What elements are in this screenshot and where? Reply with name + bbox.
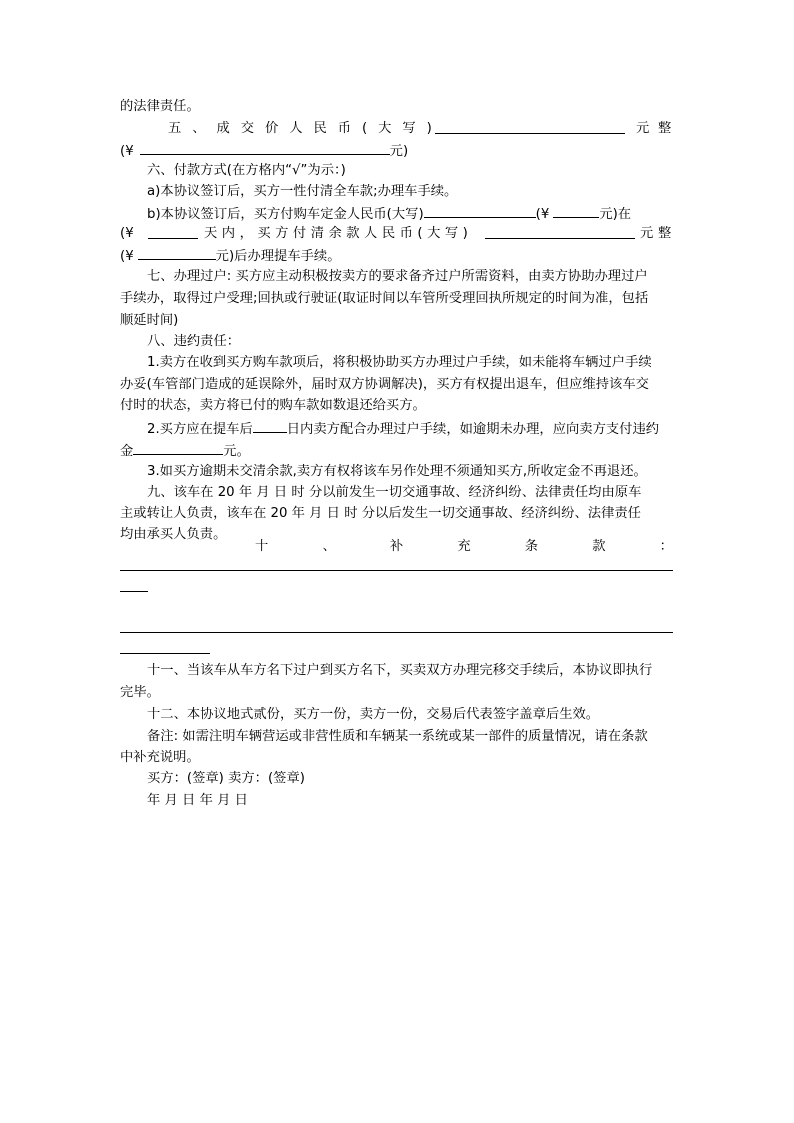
- penalty-label: 金: [120, 444, 134, 459]
- price-number-blank: [140, 141, 390, 155]
- balance-zheng: 整: [658, 226, 672, 241]
- balance-payment-text: [204, 225, 468, 243]
- section-9-line2: 主或转让人负责，该车在 20 年 月 日 时 分以后发生一切交通事故、经济纠纷、法律责任: [120, 506, 641, 521]
- note-line1: 备注: 如需注明车辆营运或非营性质和车辆某一系统或某一部件的质量情况，请在条款: [147, 729, 648, 744]
- balance-text-char: 清: [310, 226, 324, 241]
- section-5-line2: [120, 141, 673, 159]
- heading-char: 、: [192, 121, 206, 136]
- heading-char: ): [426, 121, 432, 136]
- heading-char: (: [362, 121, 368, 136]
- payment-option-a: a)本协议签订后，买方一性付清全车款;办理车手续。: [147, 184, 458, 199]
- price-words-blank: [435, 120, 625, 134]
- breach-item-1-line2: 办妥(车管部门造成的延误除外，届时双方协调解决)，买方有权提出退车，但应维持该车交: [120, 377, 649, 392]
- supplementary-heading-char: 款: [592, 539, 606, 554]
- section-11-line2: 完毕。: [120, 685, 160, 700]
- penalty-unit: 元。: [223, 444, 250, 459]
- section-8-title: 八、违约责任：: [147, 334, 241, 349]
- section-9-line1: 九、该车在 20 年 月 日 时 分以前发生一切交通事故、经济纠纷、法律责任均由原车: [147, 485, 642, 500]
- payment-option-b-line2: [120, 225, 673, 243]
- balance-number-blank: [138, 246, 216, 260]
- deposit-yen-close: 元)在: [599, 207, 632, 222]
- heading-char: 五: [168, 121, 182, 136]
- breach-item-1-line3: 付时的状态，卖方将已付的购车款如数退还给买方。: [120, 398, 426, 413]
- balance-text-char: 天: [204, 226, 218, 241]
- balance-text-char: 方: [275, 226, 289, 241]
- heading-char: 民: [313, 121, 327, 136]
- heading-char: 交: [240, 121, 255, 136]
- days-yen-open: (¥: [120, 226, 134, 241]
- transfer-days-blank: [253, 419, 287, 433]
- balance-text-char: ，: [239, 226, 253, 241]
- section-5-heading: [168, 120, 432, 138]
- heading-char: 价: [265, 121, 279, 136]
- supplementary-heading-char: 、: [322, 539, 336, 554]
- section-7-line1: 七、办理过户: 买方应主动积极按卖方的要求备齐过户所需资料，由卖方协助办理过户: [147, 269, 648, 284]
- balance-text-char: 款: [346, 226, 360, 241]
- section-5-yuan: 元: [636, 121, 650, 136]
- section-6-title: 六、付款方式(在方格内“√”为示：): [147, 163, 346, 178]
- section-5-line1: [120, 120, 673, 138]
- balance-yen-open: (¥: [120, 249, 134, 264]
- deposit-number-blank: [553, 204, 599, 218]
- yen-open: (¥: [120, 144, 134, 159]
- balance-text-char: 大: [427, 226, 441, 241]
- balance-text-char: 买: [257, 226, 271, 241]
- deposit-words-blank: [424, 204, 536, 218]
- balance-yuan: 元: [640, 226, 654, 241]
- supplementary-terms-heading: [255, 538, 673, 556]
- breach-item-2-line2: [120, 441, 673, 459]
- supplementary-heading-char: ：: [659, 539, 673, 554]
- supplementary-heading-char: 充: [457, 539, 471, 554]
- balance-text-char: 付: [292, 226, 307, 241]
- supplementary-line-1-tail: [120, 591, 148, 592]
- balance-text-char: 内: [221, 226, 236, 241]
- note-line2: 中补充说明。: [120, 750, 200, 765]
- heading-char: 大: [378, 121, 392, 136]
- supplementary-heading-char: 补: [389, 539, 404, 554]
- balance-text-char: 币: [399, 226, 413, 241]
- balance-text-char: 人: [364, 226, 378, 241]
- payment-option-b-line1: [147, 204, 673, 222]
- section-7-line3: 顺延时间): [120, 313, 179, 328]
- breach-item-3: 3.如买方逾期未交清余款,卖方有权将该车另作处理不须通知买方,所收定金不再退还。: [147, 464, 647, 479]
- breach-item-2-rest: 日内卖方配合办理过户手续，如逾期未办理，应向卖方支付违约: [286, 422, 660, 437]
- heading-char: 人: [289, 121, 303, 136]
- payment-option-b-line3: [120, 246, 673, 264]
- signature-date: 年 月 日 年 月 日: [147, 793, 248, 808]
- balance-text-char: 写: [444, 226, 459, 241]
- balance-words-blank: [485, 225, 635, 239]
- supplementary-line-2-tail: [120, 653, 210, 654]
- section-7-line2: 手续办，取得过户受理;回执或行驶证(取证时间以车管所受理回执所规定的时间为准，包括: [120, 291, 649, 306]
- balance-text-char: (: [417, 226, 423, 241]
- breach-item-2-line1: [147, 419, 673, 437]
- section-12: 十二、本协议地式贰份，买方一份，卖方一份，交易后代表签字盖章后生效。: [147, 707, 600, 722]
- penalty-amount-blank: [133, 441, 223, 455]
- pickup-procedure: 元)后办理提车手续。: [215, 249, 341, 264]
- supplementary-heading-char: 十: [255, 539, 269, 554]
- breach-item-2-start: 2.买方应在提车后: [147, 422, 253, 437]
- supplementary-heading-char: 条: [524, 539, 539, 554]
- heading-char: 成: [216, 121, 230, 136]
- section-9-line3: 均由承买人负责。: [120, 527, 227, 542]
- deposit-yen-open: (¥: [535, 207, 550, 222]
- section-11-line1: 十一、当该车从车方名下过户到买方名下，买卖双方办理完移交手续后，本协议即执行: [147, 663, 653, 678]
- legal-liability-end: 的法律责任。: [120, 99, 200, 114]
- yen-close: 元): [389, 144, 409, 159]
- signature-line: 买方：(签章) 卖方：(签章): [147, 771, 305, 786]
- balance-text-char: 民: [381, 226, 396, 241]
- deposit-label: b)本协议签订后，买方付购车定金人民币(大写): [147, 207, 424, 222]
- days-blank: [148, 225, 198, 239]
- heading-char: 写: [402, 121, 416, 136]
- supplementary-line-1[interactable]: [120, 570, 673, 571]
- balance-text-char: ): [462, 226, 468, 241]
- supplementary-line-2[interactable]: [120, 632, 673, 633]
- breach-item-1-line1: 1.卖方在收到买方购车款项后，将积极协助买方办理过户手续，如未能将车辆过户手续: [147, 355, 652, 370]
- section-5-zheng: 整: [658, 121, 672, 136]
- balance-text-char: 余: [328, 226, 342, 241]
- heading-char: 币: [337, 121, 352, 136]
